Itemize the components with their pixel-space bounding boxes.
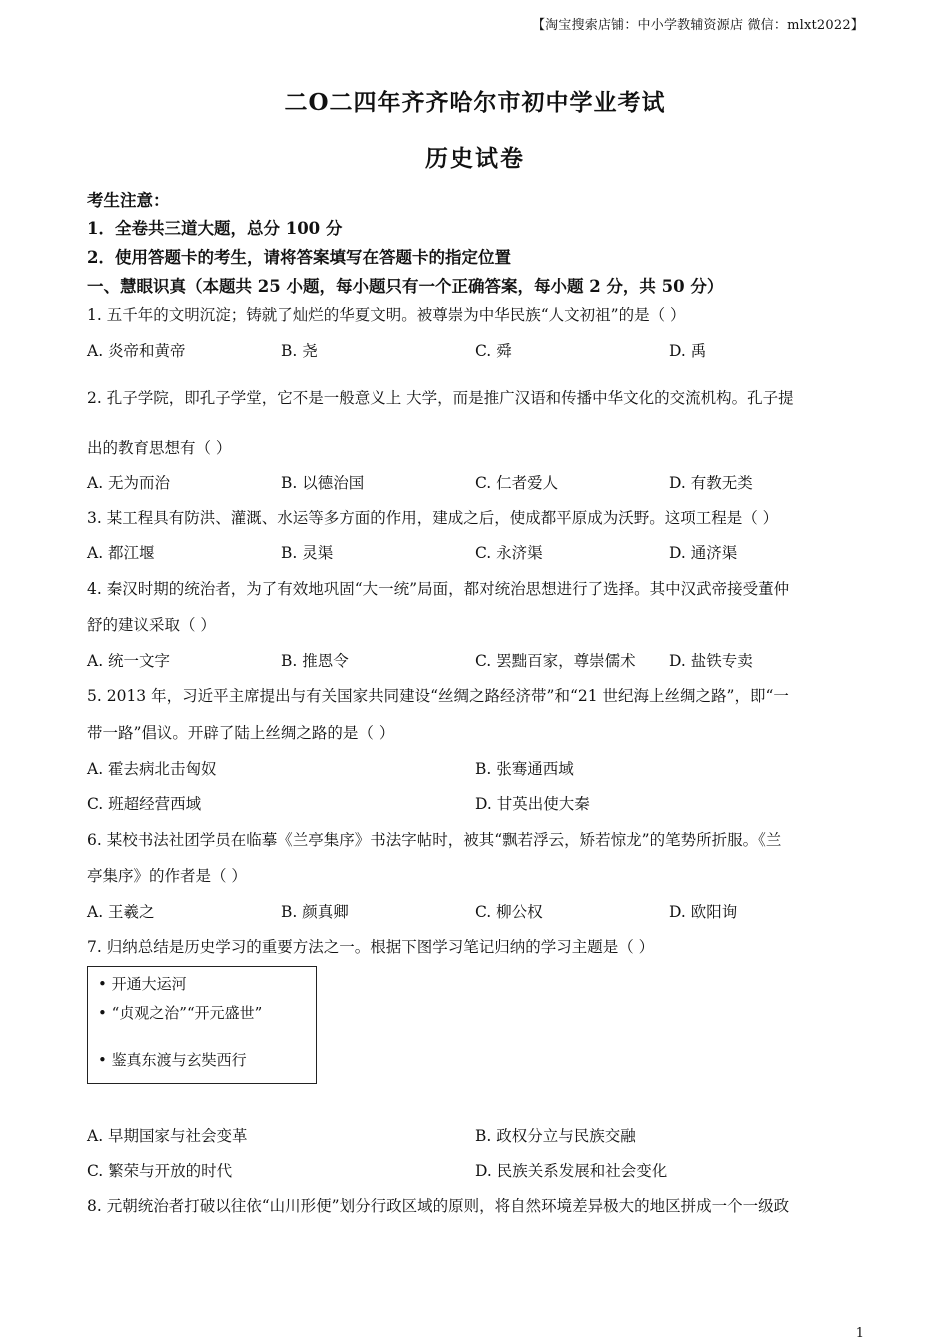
option-d: D. 禹 [669,342,707,360]
option-b: B. 推恩令 [281,652,349,670]
exam-subtitle: 历史试卷 [425,145,525,172]
option-b: B. 灵渠 [281,544,334,562]
question-stem: 7. 归纳总结是历史学习的重要方法之一。根据下图学习笔记归纳的学习主题是（ ） [87,938,655,956]
option-c: C. 罢黜百家，尊崇儒术 [475,652,636,670]
question-stem: 亭集序》的作者是（ ） [87,867,247,885]
option-b: B. 尧 [281,342,318,360]
notice-heading: 考生注意： [87,191,170,210]
option-a: A. 无为而治 [87,474,171,492]
notice-item: 1．全卷共三道大题，总分 100 分 [87,219,343,238]
question-stem: 3. 某工程具有防洪、灌溉、水运等多方面的作用，建成之后，使成都平原成为沃野。这项工程是（ ） [87,509,779,527]
option-b: B. 张骞通西域 [475,760,574,778]
option-c: C. 舜 [475,342,512,360]
question-stem: 8. 元朝统治者打破以往依“山川形便”划分行政区域的原则，将自然环境差异极大的地区拼成一个一级政 [87,1197,790,1215]
option-b: B. 政权分立与民族交融 [475,1127,636,1145]
option-c: C. 柳公权 [475,903,543,921]
study-notes-box [87,966,317,1084]
option-b: B. 颜真卿 [281,903,349,921]
notice-item: 2．使用答题卡的考生，请将答案填写在答题卡的指定位置 [87,248,511,267]
option-a: A. 统一文字 [87,652,171,670]
note-item: • 鉴真东渡与玄奘西行 [98,1051,247,1069]
option-d: D. 通济渠 [669,544,738,562]
section-heading: 一、慧眼识真（本题共 25 小题，每小题只有一个正确答案，每小题 2 分，共 50 分） [87,277,724,296]
option-a: A. 都江堰 [87,544,155,562]
option-a: A. 王羲之 [87,903,155,921]
question-stem: 5. 2013 年，习近平主席提出与有关国家共同建设“丝绸之路经济带”和“21 世纪海上丝绸之路”，即“一 [87,687,789,705]
question-stem: 6. 某校书法社团学员在临摹《兰亭集序》书法字帖时，被其“飘若浮云，矫若惊龙”的笔势所折服。《兰 [87,831,782,849]
note-item: • “贞观之治”“开元盛世” [98,1004,263,1022]
question-stem: 出的教育思想有（ ） [87,439,232,457]
question-stem: 舒的建议采取（ ） [87,616,216,634]
page-number: 1 [855,1326,864,1341]
option-d: D. 民族关系发展和社会变化 [475,1162,668,1180]
option-c: C. 班超经营西域 [87,795,202,813]
option-a: A. 炎帝和黄帝 [87,342,186,360]
option-d: D. 盐铁专卖 [669,652,753,670]
option-a: A. 早期国家与社会变革 [87,1127,248,1145]
question-stem: 1. 五千年的文明沉淀；铸就了灿烂的华夏文明。被尊崇为中华民族“人文初祖”的是（ ） [87,306,686,324]
option-a: A. 霍去病北击匈奴 [87,760,217,778]
option-c: C. 繁荣与开放的时代 [87,1162,233,1180]
question-stem: 2. 孔子学院，即孔子学堂，它不是一般意义上 大学，而是推广汉语和传播中华文化的交流机构。孔子提 [87,389,794,407]
question-stem: 4. 秦汉时期的统治者，为了有效地巩固“大一统”局面，都对统治思想进行了选择。其中汉武帝接受董仲 [87,580,790,598]
header-note: 【淘宝搜索店铺：中小学教辅资源店 微信：mlxt2022】 [531,18,864,33]
option-c: C. 仁者爱人 [475,474,559,492]
option-b: B. 以德治国 [281,474,365,492]
question-stem: 带一路”倡议。开辟了陆上丝绸之路的是（ ） [87,724,395,742]
exam-title: 二O二四年齐齐哈尔市初中学业考试 [284,89,666,116]
note-item: • 开通大运河 [98,975,187,993]
option-c: C. 永济渠 [475,544,543,562]
option-d: D. 甘英出使大秦 [475,795,590,813]
option-d: D. 有教无类 [669,474,753,492]
option-d: D. 欧阳询 [669,903,738,921]
